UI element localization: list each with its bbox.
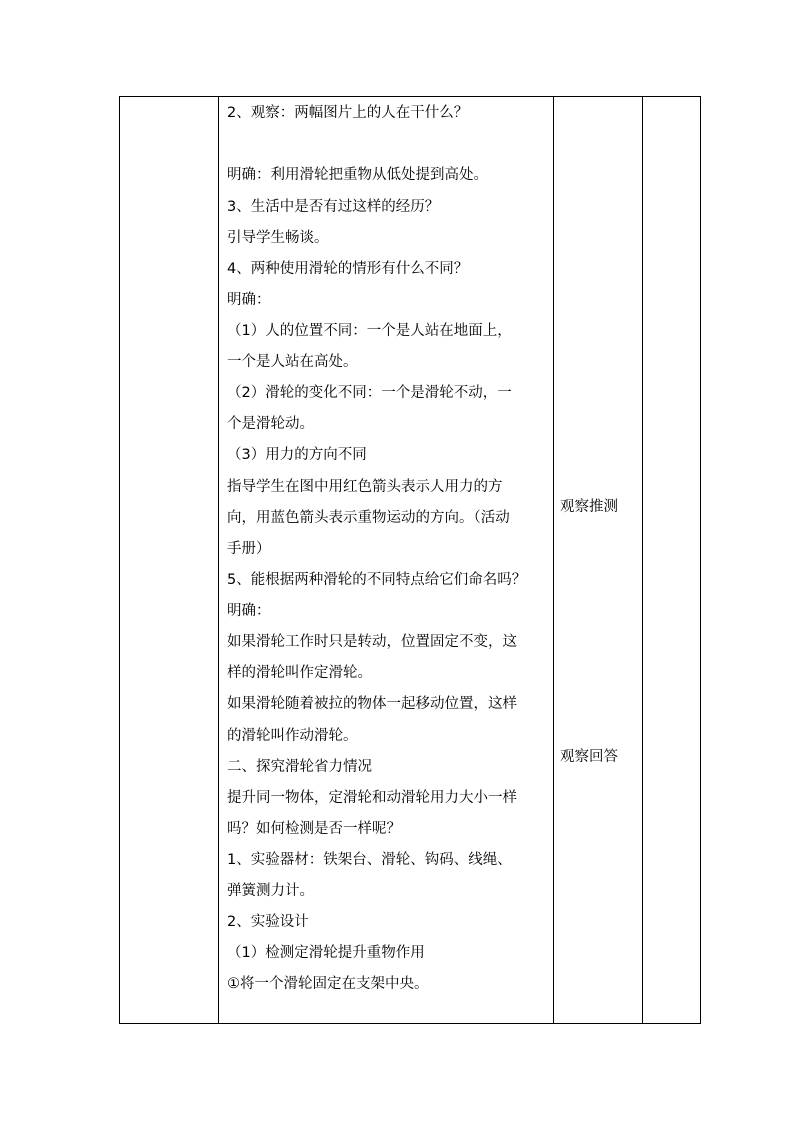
content-line: 吗？如何检测是否一样呢？ [227,821,401,837]
content-line: （2）滑轮的变化不同：一个是滑轮不动，一 [227,385,512,401]
content-line: 一个是人站在高处。 [227,354,358,370]
content-line: 弹簧测力计。 [227,883,314,899]
content-line: （1）人的位置不同：一个是人站在地面上， [227,323,512,339]
lesson-plan-table [119,96,701,1024]
content-line: 1、实验器材：铁架台、滑轮、钩码、线绳、 [227,852,512,868]
activity-note: 观察推测 [560,499,618,515]
content-line: 如果滑轮工作时只是转动，位置固定不变，这 [227,634,517,650]
content-line: 如果滑轮随着被拉的物体一起移动位置，这样 [227,696,517,712]
table-row [120,97,701,1024]
content-line: 二、探究滑轮省力情况 [227,759,372,775]
content-line: 明确：利用滑轮把重物从低处提到高处。 [227,167,488,183]
content-line: 3、生活中是否有过这样的经历？ [227,199,440,215]
content-line: 明确： [227,603,271,619]
blank-column-cell [120,97,219,1024]
content-line: 样的滑轮叫作定滑轮。 [227,665,372,681]
content-line: 引导学生畅谈。 [227,230,329,246]
content-line: 个是滑轮动。 [227,416,314,432]
teaching-content-cell [219,97,554,1024]
content-line: （1）检测定滑轮提升重物作用 [227,945,425,961]
activity-note: 观察回答 [560,749,618,765]
content-line: （3）用力的方向不同 [227,447,367,463]
content-line: 5、能根据两种滑轮的不同特点给它们命名吗？ [227,572,527,588]
content-line: 4、两种使用滑轮的情形有什么不同？ [227,261,469,277]
content-line: 手册） [227,541,271,557]
content-line: 向，用蓝色箭头表示重物运动的方向。（活动 [227,510,510,526]
content-line: ①将一个滑轮固定在支架中央。 [227,976,429,992]
design-intent-cell [643,97,701,1024]
content-line: 的滑轮叫作动滑轮。 [227,728,358,744]
content-line: 提升同一物体，定滑轮和动滑轮用力大小一样 [227,790,517,806]
content-line: 明确： [227,292,271,308]
content-line: 2、实验设计 [227,914,309,930]
content-line: 指导学生在图中用红色箭头表示人用力的方 [227,479,503,495]
student-activity-cell [554,97,643,1024]
content-line: 2、观察：两幅图片上的人在干什么？ [227,105,469,121]
